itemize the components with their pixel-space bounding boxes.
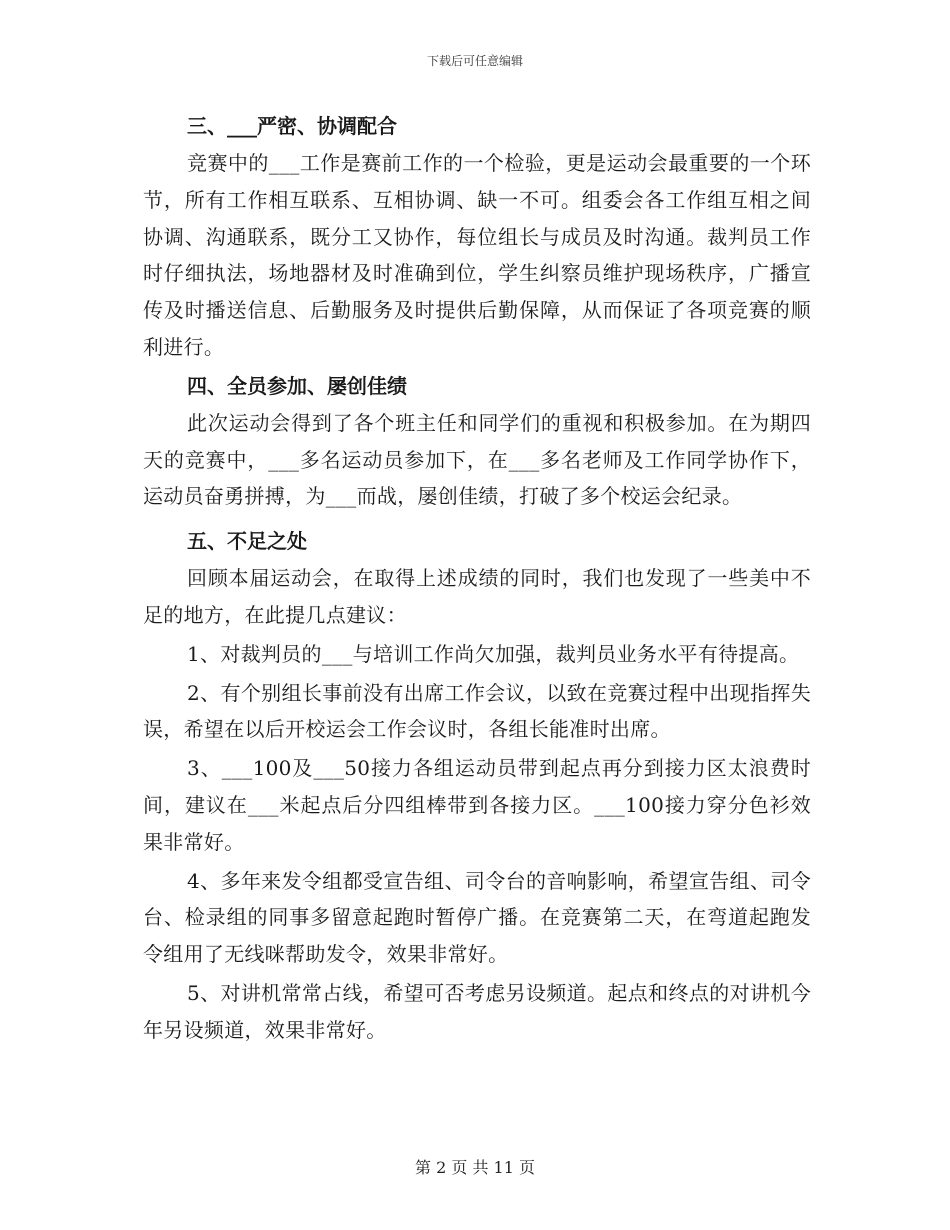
suggestion-2: 2、有个别组长事前没有出席工作会议，以致在竞赛过程中出现指挥失误，希望在以后开校运会工作会议时，各组长能准时出席。: [143, 680, 811, 742]
section-5-paragraph-intro: 回顾本届运动会，在取得上述成绩的同时，我们也发现了一些美中不足的地方，在此提几点建议：: [143, 566, 811, 627]
section-3-paragraph-1: 竞赛中的___工作是赛前工作的一个检验，更是运动会最重要的一个环节，所有工作相互联系、互相协调、缺一不可。组委会各工作组互相之间协调、沟通联系，既分工又协作，每位组长与成员及时沟通。裁判员工作时仔细执法，场地器材及时准确到位，学生纠察员维护现场秩序，广播宣传及时播送信息、后勤服务及时提供后勤保障，从而保证了各项竞赛的顺利进行。: [143, 151, 811, 359]
section-heading-4: 四、全员参加、屡创佳绩: [187, 373, 407, 398]
section-heading-5: 五、不足之处: [187, 529, 307, 554]
suggestion-3: 3、___100及___50接力各组运动员带到起点再分到接力区太浪费时间，建议在___米起点后分四组棒带到各接力区。___100接力穿分色衫效果非常好。: [143, 756, 811, 854]
suggestion-4: 4、多年来发令组都受宣告组、司令台的音响影响，希望宣告组、司令台、检录组的同事多留意起跑时暂停广播。在竞赛第二天，在弯道起跑发令组用了无线咪帮助发令，效果非常好。: [143, 868, 811, 967]
suggestion-5: 5、对讲机常常占线，希望可否考虑另设频道。起点和终点的对讲机今年另设频道，效果非常好。: [143, 980, 811, 1042]
header-note: 下载后可任意编辑: [426, 54, 523, 68]
document-body: [143, 108, 811, 1049]
section-heading-3: 三、___严密、协调配合: [187, 114, 397, 138]
suggestion-1: 1、对裁判员的___与培训工作尚欠加强，裁判员业务水平有待提高。: [187, 641, 800, 666]
section-4-paragraph-1: 此次运动会得到了各个班主任和同学们的重视和积极参加。在为期四天的竞赛中，___多名运动员参加下，在___多名老师及工作同学协作下，运动员奋勇拼搏，为___而战，屡创佳绩，打破了多个校运会纪录。: [143, 410, 811, 509]
page-number: 第 2 页 共 11 页: [415, 1158, 535, 1177]
